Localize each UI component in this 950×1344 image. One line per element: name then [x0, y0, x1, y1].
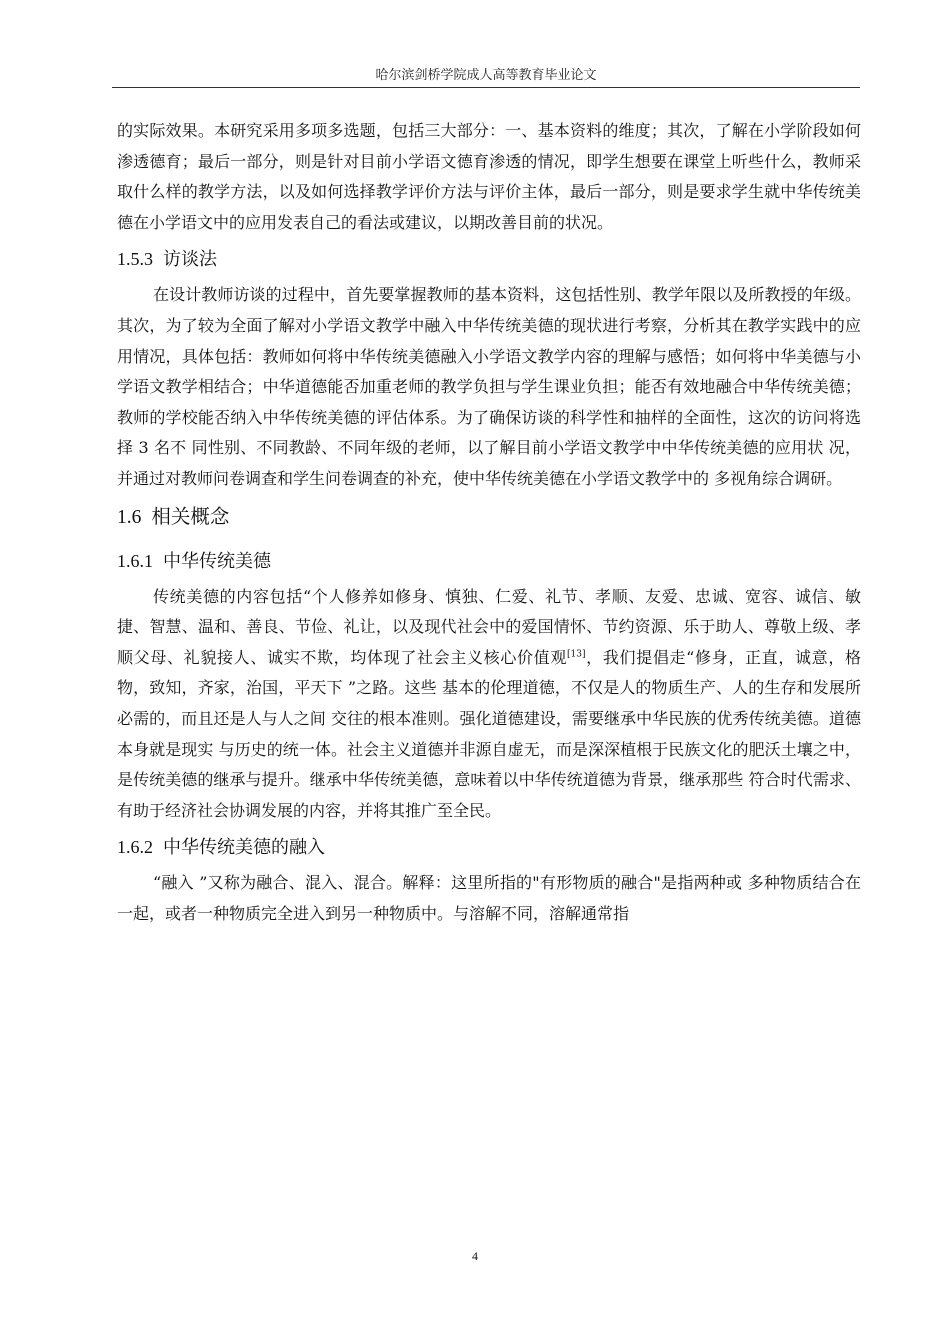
section-title: 访谈法 — [163, 249, 217, 271]
section-number: 1.5.3 — [117, 249, 153, 270]
paragraph-text: ，我们提倡走“修身，正直，诚意，格物，致知，齐家，治国，平天下 ”之路。这些 基本的伦理道德，不仅是人的物质生产、人的生存和发展所必需的，而且还是人与人之间 交往的根本准则。强化道德建设，需要继承中华民族的优秀传统美德。道德本身就是现实 与历史的统一体。社会主义道德并非源自虚无，而是深深植根于民族文化的肥沃土壤之中， 是传统美德的继承与提升。继承中华传统美德，意味着以中华传统道德为背景，继承那些 符合时代需求、有助于经济社会协调发展的内容，并将其推广至全民。 — [117, 647, 861, 820]
paragraph-traditional-virtue — [117, 582, 861, 827]
section-number: 1.6 — [117, 506, 142, 528]
section-title: 中华传统美德 — [163, 550, 271, 572]
paragraph-interview: 在设计教师访谈的过程中，首先要掌握教师的基本资料，这包括性别、教学年限以及所教授的年级。其次，为了较为全面了解对小学语文教学中融入中华传统美德的现状进行考察，分析其在教学实践中的应用情况，具体包括：教师如何将中华传统美德融入小学语文教学内容的理解与感悟；如何将中华美德与小学语文教学相结合；中华道德能否加重老师的教学负担与学生课业负担；能否有效地融合中华传统美德；教师的学校能否纳入中华传统美德的评估体系。为了确保访谈的科学性和抽样的全面性，这次的访问将选择 3 名不 同性别、不同教龄、不同年级的老师，以了解目前小学语文教学中中华传统美德的应用状 况，并通过对教师问卷调查和学生问卷调查的补充，使中华传统美德在小学语文教学中的 多视角综合调研。 — [117, 285, 861, 488]
section-heading-1-5-3 — [117, 240, 861, 279]
section-number: 1.6.2 — [117, 837, 153, 858]
running-header: 哈尔滨剑桥学院成人高等教育毕业论文 — [375, 68, 597, 83]
header-rule — [112, 87, 860, 88]
page-number: 4 — [472, 1249, 478, 1263]
section-heading-1-6 — [117, 495, 861, 540]
citation-ref[interactable]: [13] — [567, 649, 586, 660]
paragraph-text: 传统美德的内容包括“个人修养如修身、慎独、仁爱、礼节、孝顺、友爱、忠诚、宽容、诚信、敏捷、智慧、温和、善良、节俭、礼让，以及现代社会中的爱国情怀、节约资源、乐于助人、尊敬上级、孝顺父母、礼貌接人、诚实不欺，均体现了社会主义核心价值观 — [117, 586, 861, 667]
section-number: 1.6.1 — [117, 550, 153, 571]
section-title: 中华传统美德的融入 — [163, 837, 325, 859]
section-title: 相关概念 — [151, 504, 230, 528]
section-heading-1-6-1 — [117, 542, 861, 581]
page-body — [117, 116, 861, 929]
paragraph-integration: “融入 ”又称为融合、混入、混合。解释：这里所指的"有形物质的融合"是指两种或 多种物质结合在一起，或者一种物质完全进入到另一种物质中。与溶解不同，溶解通常指 — [117, 873, 861, 923]
section-heading-1-6-2 — [117, 828, 861, 867]
paragraph-questionnaire-cont: 的实际效果。本研究采用多项多选题，包括三大部分：一、基本资料的维度；其次，了解在小学阶段如何渗透德育；最后一部分，则是针对目前小学语文德育渗透的情况，即学生想要在课堂上听些什么，教师采取什么样的教学方法，以及如何选择教学评价方法与评价主体，最后一部分，则是要求学生就中华传统美德在小学语文中的应用发表自己的看法或建议，以期改善目前的状况。 — [117, 121, 861, 232]
